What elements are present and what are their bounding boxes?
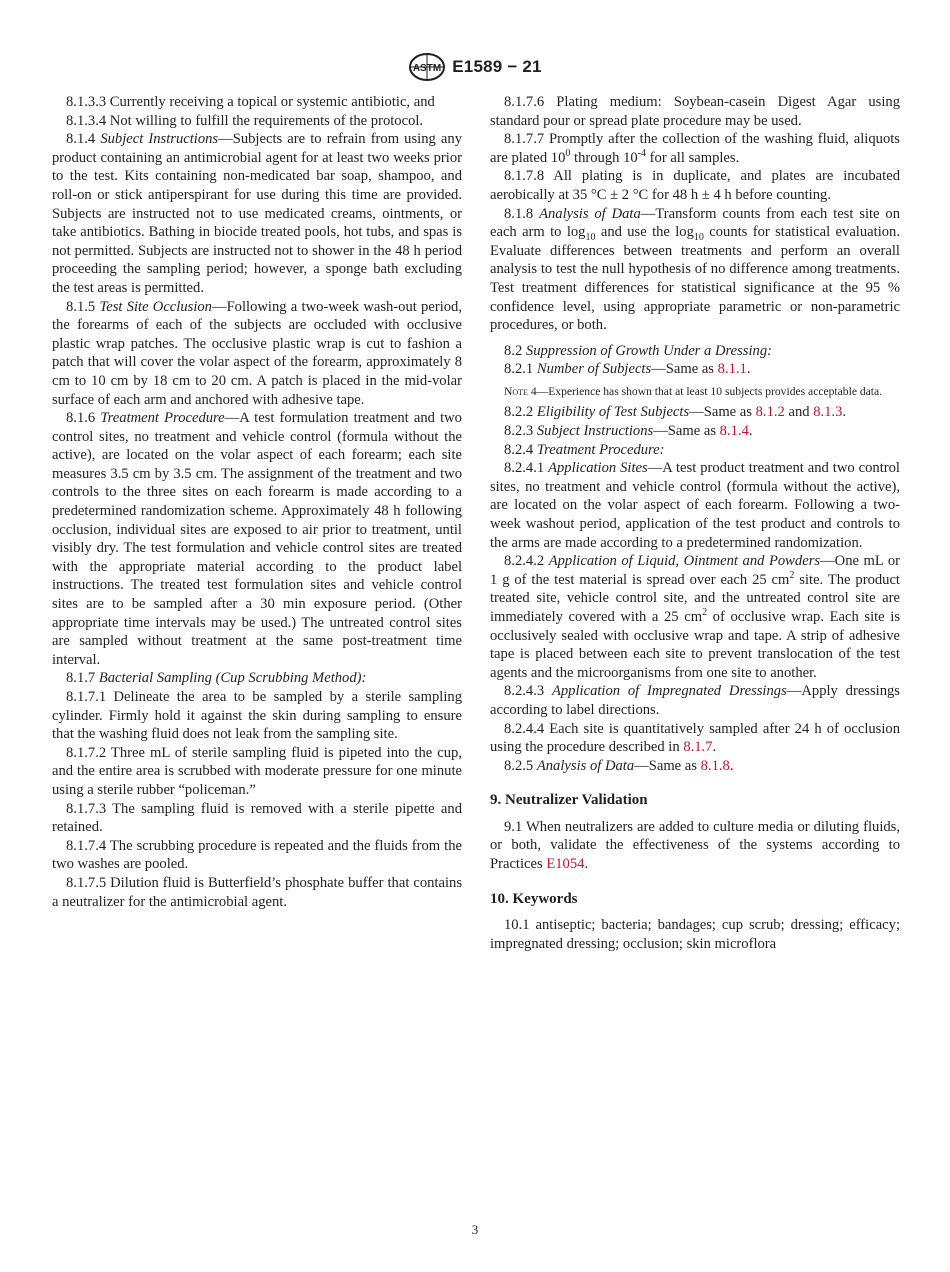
para-8-2-4-3: 8.2.4.3 Application of Impregnated Dressings—Apply dressings according to label directions.	[490, 683, 900, 718]
para-8-1-3-4: 8.1.3.4 Not willing to fulfill the requirements of the protocol.	[66, 112, 424, 129]
left-column	[52, 93, 462, 911]
section-heading-10: 10. Keywords	[490, 890, 578, 907]
para-title: Subject Instructions	[100, 131, 219, 148]
para-8-1-7-3: 8.1.7.3 The sampling fluid is removed with a sterile pipette and retained.	[52, 800, 462, 836]
page-header	[0, 52, 950, 82]
para-title: Analysis of Data	[536, 757, 635, 774]
para-title: Subject Instructions	[536, 423, 654, 439]
para-9-1: 9.1 When neutralizers are added to culture media or diluting fluids, or both, validate the effectiveness of the systems according to Practices E1054.	[490, 818, 900, 873]
ref-link-8-1-2[interactable]: 8.1.2	[755, 404, 785, 421]
para-8-1-8: 8.1.8 Analysis of Data—Transform counts from each test site on each arm to $\log_{10}$ and use the $\log_{10}$ counts for statistical evaluation. Evaluate differences between treatments and perform an overall analysis to test the null hypothesis of no difference among treatments. Test treatment differences for statistical significance at the 95 % confidence level, using appropriate parametric or non-parametric procedures, or both.	[490, 205, 900, 334]
para-8-2: 8.2 Suppression of Growth Under a Dressing:	[504, 342, 772, 359]
ref-link-8-1-4[interactable]: 8.1.4	[719, 423, 749, 439]
para-title: Analysis of Data	[539, 205, 641, 222]
para-8-2-2: 8.2.2 Eligibility of Test Subjects—Same as 8.1.2 and 8.1.3.	[504, 404, 847, 421]
para-8-2-4-2: 8.2.4.2 Application of Liquid, Ointment and Powders—One mL or 1 g of the test material is spread over each 25 $cm^2$ site. The product treated site, vehicle control site, and the untreated control site are immediately covered with a 25 $cm^2$ of occlusive wrap. Each site is occlusively sealed with occlusive wrap and tape. A strip of adhesive tape is placed between each site to prevent translocation of the test agents and the microorganisms from one site to another.	[490, 553, 901, 681]
para-title: Application of Liquid, Ointment and Powders	[548, 553, 821, 570]
para-8-1-7-5: 8.1.7.5 Dilution fluid is Butterfield’s phosphate buffer that contains a neutralizer for the antimicrobial agent.	[52, 874, 462, 910]
para-8-1-6: 8.1.6 Treatment Procedure—A test formulation treatment and two control sites, no treatment and vehicle control (formula without the active), are located on the volar aspect of each forearm; each site measures 3.5 cm by 3.5 cm. The assignment of the treatment and two controls to the three sites on each forearm is made according to a predetermined randomization scheme. Approximately 48 h following occlusion, individual sites are exposed to air prior to treatment, until visibly dry. The test formulation and vehicle control sites are treated with the appropriate material according to the product label instructions. The treated test formulation sites and vehicle control sites are to be sampled after a 30 min exposure period. (Other appropriate time intervals may be used.) The untreated control sites are sampled without treatment at the same post-treatment time interval.	[52, 410, 462, 668]
para-10-1: 10.1 antiseptic; bacteria; bandages; cup scrub; dressing; efficacy; impregnated dressing; occlusion; skin microflora	[490, 917, 900, 952]
ref-link-e1054[interactable]: E1054	[546, 856, 585, 873]
para-8-1-7-1: 8.1.7.1 Delineate the area to be sampled by a sterile sampling cylinder. Firmly hold it against the skin during sampling to ensure that the washing fluid does not leak from the sampling site.	[52, 689, 462, 743]
para-title: Test Site Occlusion	[99, 298, 212, 315]
para-8-2-5: 8.2.5 Analysis of Data—Same as 8.1.8.	[504, 757, 734, 774]
para-8-2-4-1: 8.2.4.1 Application Sites—A test product treatment and two control sites, no treatment and vehicle control (formula without the active), are located on the volar aspect of each forearm. Following a two-week washout period, application of the test product and controls to the arms are made according to a predetermined randomization.	[490, 460, 900, 551]
para-8-1-7-4: 8.1.7.4 The scrubbing procedure is repeated and the fluids from the two washes are pooled.	[52, 837, 462, 873]
para-title: Bacterial Sampling (Cup Scrubbing Method):	[98, 670, 367, 687]
para-8-2-1: 8.2.1 Number of Subjects—Same as 8.1.1.	[504, 361, 751, 378]
standard-designation: E1589 − 21	[452, 57, 542, 76]
para-8-1-3-3: 8.1.3.3 Currently receiving a topical or systemic antibiotic, and	[66, 94, 435, 110]
section-heading-9: 9. Neutralizer Validation	[490, 792, 648, 809]
page-number: 3	[471, 1222, 479, 1237]
ref-link-8-1-7[interactable]: 8.1.7	[683, 739, 713, 756]
para-title: Suppression of Growth Under a Dressing:	[525, 342, 772, 359]
para-title: Application Sites	[548, 460, 648, 477]
note-4: Note 4—Experience has shown that at least 10 subjects provides acceptable data.	[504, 384, 883, 398]
para-8-1-7-2: 8.1.7.2 Three mL of sterile sampling fluid is pipeted into the cup, and the entire area is scrubbed with moderate pressure for one minute using a sterile rubber “policeman.”	[52, 744, 462, 798]
astm-logo-icon	[408, 52, 446, 82]
right-column	[490, 93, 900, 953]
para-8-1-5: 8.1.5 Test Site Occlusion—Following a two-week wash-out period, the forearms of each of the subjects are occluded with occlusive plastic wrap patches. The occlusive plastic wrap is cut to fashion a patch that will cover the volar aspect of the forearm, approximately 8 cm to 10 cm by 18 cm to 20 cm. A patch is placed in the mid-volar surface of each arm and anchored with adhesive tape.	[52, 298, 462, 408]
ref-link-8-1-8[interactable]: 8.1.8	[700, 757, 730, 774]
para-8-2-4: 8.2.4 Treatment Procedure:	[504, 441, 665, 458]
para-title: Treatment Procedure:	[536, 441, 665, 458]
para-8-2-3: 8.2.3 Subject Instructions—Same as 8.1.4.	[504, 423, 753, 439]
para-8-1-7: 8.1.7 Bacterial Sampling (Cup Scrubbing Method):	[66, 670, 367, 687]
ref-link-8-1-1[interactable]: 8.1.1	[717, 361, 747, 378]
para-title: Eligibility of Test Subjects	[536, 404, 690, 421]
para-title: Treatment Procedure	[100, 410, 225, 427]
para-8-1-4: 8.1.4 Subject Instructions—Subjects are to refrain from using any product containing an antimicrobial agent for at least two weeks prior to the test. Kits containing non-medicated bar soap, shampoo, and roll-on or stick antiperspirant for use during this time are provided. Subjects are instructed not to use medicated creams, ointments, or take antibiotics. Bathing in biocide treated pools, hot tubs, and spas is not permitted. Subjects are instructed not to shower in the 48 h period proceeding the sampling period; however, a sponge bath excluding the test areas is permitted.	[52, 131, 462, 296]
para-title: Application of Impregnated Dressings	[551, 683, 787, 700]
para-8-2-4-4: 8.2.4.4 Each site is quantitatively sampled after 24 h of occlusion using the procedure described in 8.1.7.	[490, 720, 900, 756]
logo-text: ASTM	[413, 63, 442, 74]
para-8-1-7-6: 8.1.7.6 Plating medium: Soybean-casein Digest Agar using standard pour or spread plate procedure may be used.	[490, 94, 900, 129]
ref-link-8-1-3[interactable]: 8.1.3	[813, 404, 843, 421]
para-8-1-7-8: 8.1.7.8 All plating is in duplicate, and plates are incubated aerobically at 35 °C ± 2 °C for 48 h ± 4 h before counting.	[490, 168, 900, 203]
para-title: Number of Subjects	[536, 361, 652, 378]
para-8-1-7-7: 8.1.7.7 Promptly after the collection of the washing fluid, aliquots are plated $10^0$ through $10^{-4}$ for all samples.	[490, 131, 900, 166]
